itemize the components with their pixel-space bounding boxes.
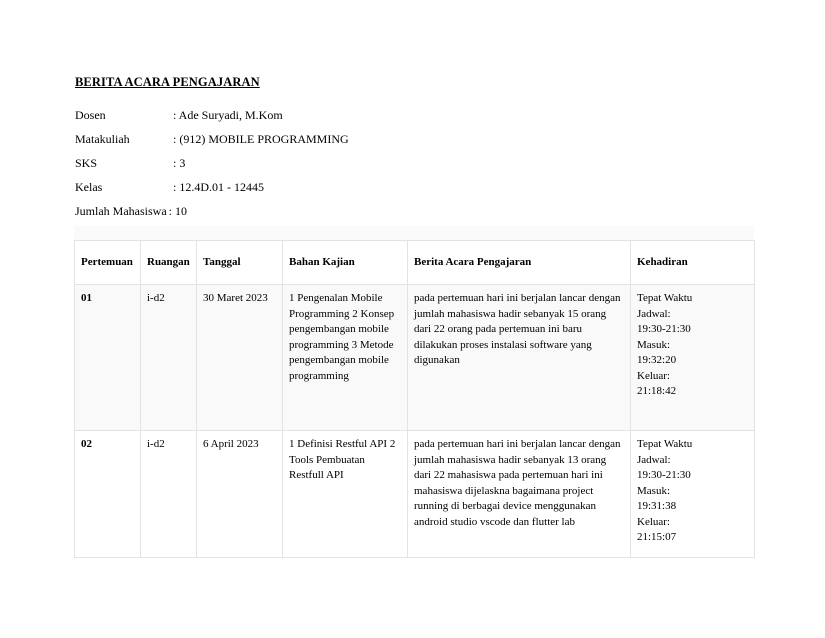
- table-row: [75, 431, 755, 558]
- cell-pertemuan: 02: [75, 431, 141, 558]
- header-berita-acara: Berita Acara Pengajaran: [408, 241, 631, 285]
- matakuliah-value: : (912) MOBILE PROGRAMMING: [173, 131, 349, 146]
- cell-pertemuan: 01: [75, 285, 141, 431]
- header-pertemuan: Pertemuan: [75, 241, 141, 285]
- cell-tanggal: 6 April 2023: [197, 431, 283, 558]
- kelas-value: : 12.4D.01 - 12445: [173, 179, 264, 194]
- attendance-table-wrap: [74, 240, 754, 558]
- matakuliah-label: Matakuliah: [75, 131, 130, 146]
- course-info: [75, 103, 349, 223]
- info-row-sks: [75, 151, 349, 175]
- header-kehadiran: Kehadiran: [631, 241, 755, 285]
- cell-ruangan: i-d2: [141, 285, 197, 431]
- cell-bahan-kajian: 1 Definisi Restful API 2 Tools Pembuatan Restfull API: [283, 431, 408, 558]
- info-row-jumlah: [75, 199, 349, 223]
- sks-label: SKS: [75, 155, 98, 170]
- kelas-label: Kelas: [75, 179, 103, 194]
- table-top-band: [74, 226, 754, 240]
- header-ruangan: Ruangan: [141, 241, 197, 285]
- document-title: BERITA ACARA PENGAJARAN: [75, 75, 260, 89]
- cell-berita-acara: pada pertemuan hari ini berjalan lancar dengan jumlah mahasiswa hadir sebanyak 15 orang dari 22 orang pada pertemuan ini baru dilakukan proses instalasi software yang digunakan: [408, 285, 631, 431]
- cell-berita-acara: pada pertemuan hari ini berjalan lancar dengan jumlah mahasiswa hadir sebanyak 13 orang dari 22 mahasiswa pada pertemuan hari ini mahasiswa dijelaskna bagaimana project running di berbagai device menggunakan android studio vscode dan flutter lab: [408, 431, 631, 558]
- jumlah-label: Jumlah Mahasiswa: [75, 203, 167, 218]
- cell-bahan-kajian: 1 Pengenalan Mobile Programming 2 Konsep pengembangan mobile programming 3 Metode pengembangan mobile programming: [283, 285, 408, 431]
- cell-tanggal: 30 Maret 2023: [197, 285, 283, 431]
- table-header-row: [75, 241, 755, 285]
- cell-kehadiran: Tepat Waktu Jadwal: 19:30-21:30 Masuk: 19:32:20 Keluar: 21:18:42: [631, 285, 755, 431]
- cell-ruangan: i-d2: [141, 431, 197, 558]
- jumlah-value: : 10: [168, 203, 187, 218]
- header-tanggal: Tanggal: [197, 241, 283, 285]
- header-bahan-kajian: Bahan Kajian: [283, 241, 408, 285]
- table-row: [75, 285, 755, 431]
- dosen-value: : Ade Suryadi, M.Kom: [173, 107, 283, 122]
- info-row-matakuliah: [75, 127, 349, 151]
- sks-value: : 3: [173, 155, 186, 170]
- cell-kehadiran: Tepat Waktu Jadwal: 19:30-21:30 Masuk: 19:31:38 Keluar: 21:15:07: [631, 431, 755, 558]
- info-row-kelas: [75, 175, 349, 199]
- attendance-table: [74, 240, 755, 558]
- dosen-label: Dosen: [75, 107, 106, 122]
- info-row-dosen: [75, 103, 349, 127]
